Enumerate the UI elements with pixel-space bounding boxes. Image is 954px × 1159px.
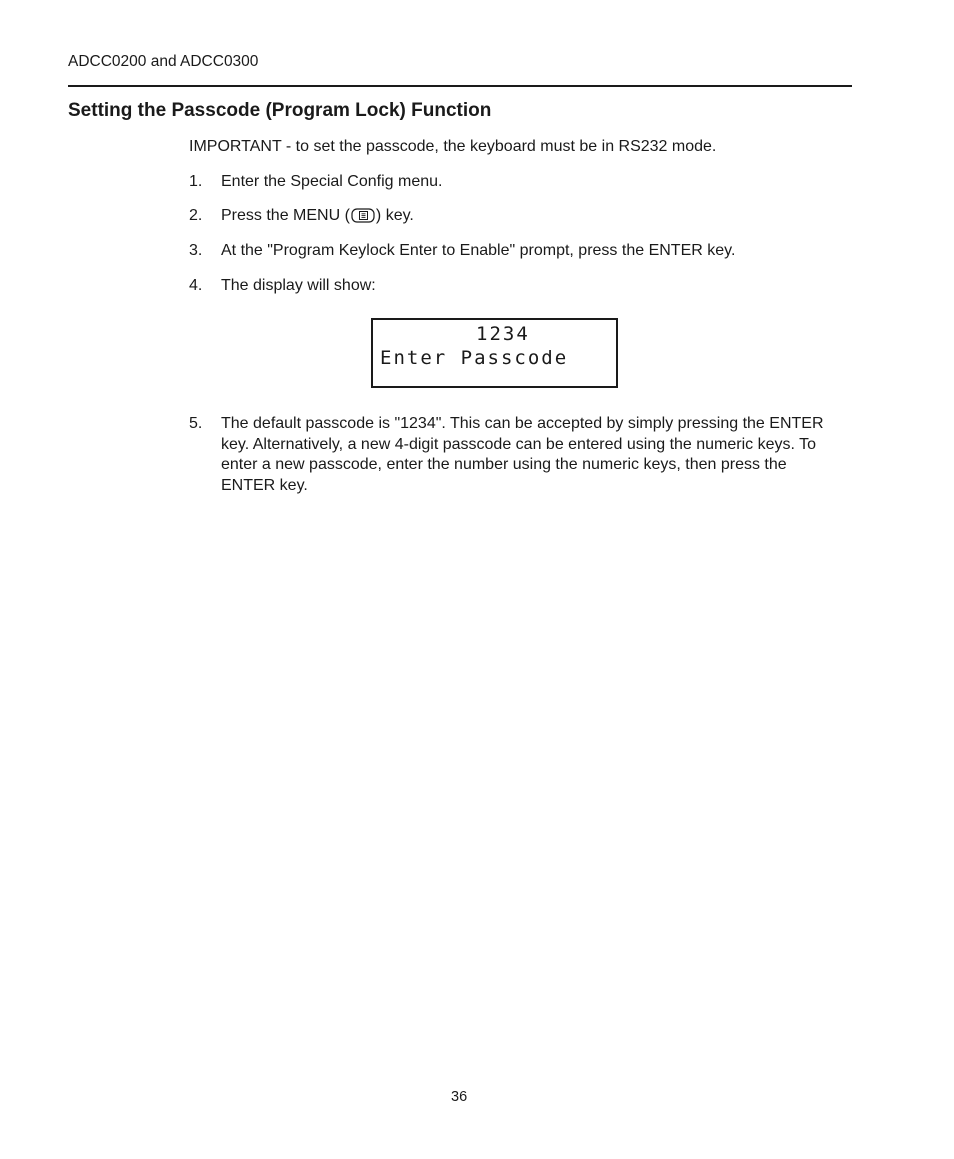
step-number: 5. [189,415,203,432]
step-number: 2. [189,207,203,224]
running-header: ADCC0200 and ADCC0300 [68,53,259,70]
step-text-before: Press the MENU ( [221,207,350,224]
important-note: IMPORTANT - to set the passcode, the keyboard must be in RS232 mode. [189,138,717,155]
step-number: 4. [189,277,203,294]
page-number: 36 [451,1089,468,1105]
menu-key-icon [351,208,375,223]
list-item-step-2 [189,206,829,227]
step-text: At the "Program Keylock Enter to Enable" prompt, press the ENTER key. [221,242,736,259]
list-item-step-3 [189,241,829,262]
list-item-step-5 [189,414,829,496]
list-item-step-1 [189,172,829,193]
step-text: Enter the Special Config menu. [221,173,443,190]
list-item-step-4 [189,276,829,297]
lcd-line-prompt: Enter Passcode [380,347,569,369]
header-divider [68,85,852,87]
step-text: The display will show: [221,277,376,294]
lcd-display [371,318,618,388]
step-text [221,206,829,227]
step-number: 3. [189,242,203,259]
step-number: 1. [189,173,203,190]
section-title: Setting the Passcode (Program Lock) Function [68,100,492,121]
step-text: The default passcode is "1234". This can be accepted by simply pressing the ENTER key. Alternatively, a new 4-digit passcode can be entered using the numeric keys. To enter a new passcode, enter the number using the numeric keys, then press the ENTER key. [221,415,824,494]
step-text-after: ) key. [375,207,414,224]
lcd-line-passcode: 1234 [476,323,530,345]
